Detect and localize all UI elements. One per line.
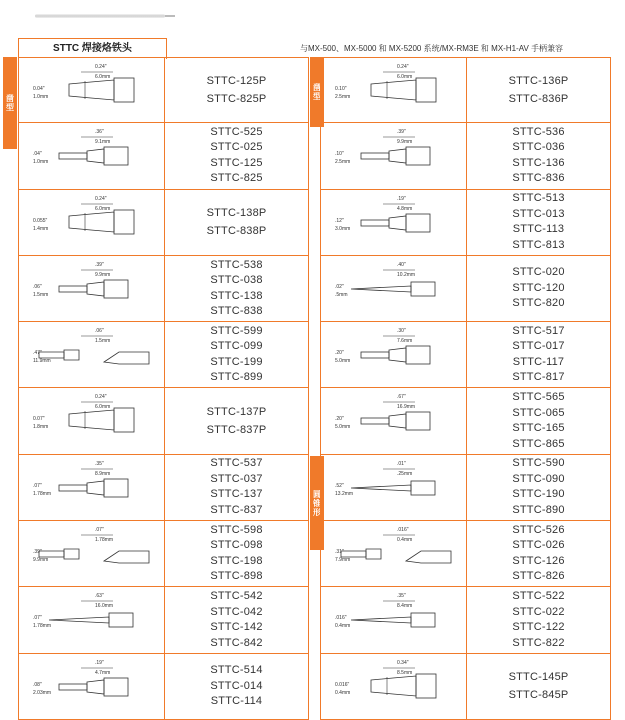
tip-drawing — [321, 388, 467, 453]
model-number: STTC-825P — [206, 93, 267, 106]
tip-drawing — [19, 190, 165, 255]
tip-drawing — [321, 190, 467, 255]
tip-length-mm: 4.8mm — [397, 205, 413, 212]
model-number: STTC-898 — [210, 570, 263, 583]
model-number: STTC-537 — [210, 457, 263, 470]
model-number: STTC-514 — [210, 664, 263, 677]
tip-width-inch: .04" — [33, 151, 42, 158]
category-tab-conical: 圆锥形 — [310, 456, 324, 550]
category-tab-chisel-left: 凿型 — [3, 57, 17, 149]
model-list — [467, 521, 610, 586]
model-list — [467, 455, 610, 520]
model-number: STTC-822 — [512, 636, 565, 649]
tip-drawing — [19, 256, 165, 321]
tip-row — [18, 57, 309, 123]
tip-length-inch: .67" — [397, 394, 406, 401]
tip-length-inch: 0.24" — [95, 64, 107, 70]
tip-width-inch: .02" — [335, 283, 344, 290]
model-number: STTC-165 — [512, 422, 565, 435]
tip-length-mm: 8.9mm — [95, 470, 111, 477]
tip-width-mm: 2.5mm — [335, 159, 351, 166]
tip-length-mm: 8.5mm — [397, 669, 413, 676]
tip-length-mm: 9.9mm — [95, 271, 111, 278]
model-number: STTC-013 — [512, 207, 565, 220]
tip-drawing — [19, 654, 165, 719]
model-list — [165, 123, 308, 188]
tip-length-inch: 0.24" — [397, 64, 409, 70]
model-number: STTC-536 — [512, 125, 565, 138]
tip-width-inch: .12" — [335, 217, 344, 224]
model-number: STTC-842 — [210, 636, 263, 649]
tip-width-mm: 2.5mm — [335, 94, 351, 100]
tip-length-mm: 6.0mm — [95, 205, 111, 212]
tip-width-mm: 1.78mm — [33, 490, 52, 497]
tip-drawing — [321, 654, 467, 719]
model-number: STTC-090 — [512, 472, 565, 485]
tip-row — [320, 57, 611, 123]
tip-length-mm: 9.1mm — [95, 139, 111, 146]
tip-width-mm: 13.2mm — [335, 490, 354, 497]
model-number: STTC-020 — [512, 266, 565, 279]
tip-width-mm: 1.0mm — [33, 159, 49, 166]
tip-width-inch: 0.016" — [335, 681, 350, 688]
tip-length-mm: 16.0mm — [95, 603, 114, 610]
model-list — [467, 388, 610, 453]
tip-length-mm: 6.0mm — [95, 404, 111, 411]
tip-length-inch: .35" — [95, 460, 104, 467]
tip-length-inch: .01" — [397, 460, 406, 467]
tip-length-inch: .07" — [95, 527, 104, 534]
model-number: STTC-038 — [210, 274, 263, 287]
tip-row — [320, 455, 611, 521]
model-number: STTC-137 — [210, 488, 263, 501]
tip-row — [18, 654, 309, 720]
tip-length-inch: .39" — [397, 129, 406, 136]
model-number: STTC-122 — [512, 621, 565, 634]
model-list — [467, 256, 610, 321]
model-number: STTC-565 — [512, 391, 565, 404]
tip-width-inch: .10" — [335, 151, 344, 158]
model-list — [165, 587, 308, 652]
compatibility-note: 与MX-500、MX-5000 和 MX-5200 系统/MX-RM3E 和 MX-H1-AV 手柄兼容 — [300, 44, 564, 53]
tip-drawing — [19, 322, 165, 387]
model-number: STTC-599 — [210, 324, 263, 337]
tip-length-mm: 8.4mm — [397, 603, 413, 610]
model-number: STTC-014 — [210, 679, 263, 692]
model-number: STTC-526 — [512, 523, 565, 536]
model-list — [165, 322, 308, 387]
model-number: STTC-525 — [210, 125, 263, 138]
tip-width-mm: 1.4mm — [33, 225, 49, 232]
model-list — [467, 123, 610, 188]
model-number: STTC-538 — [210, 258, 263, 271]
tip-width-inch: 0.07" — [33, 416, 45, 423]
tip-width-mm: .5mm — [335, 291, 348, 298]
model-number: STTC-590 — [512, 457, 565, 470]
model-number: STTC-026 — [512, 539, 565, 552]
model-number: STTC-022 — [512, 605, 565, 618]
model-number: STTC-065 — [512, 406, 565, 419]
tip-length-mm: 16.9mm — [397, 404, 416, 411]
tip-width-inch: .016" — [335, 615, 347, 622]
tip-row — [18, 455, 309, 521]
tip-row — [320, 587, 611, 653]
tip-width-mm: 2.03mm — [33, 689, 52, 696]
model-list — [467, 190, 610, 255]
tip-width-mm: 0.4mm — [335, 689, 351, 696]
model-number: STTC-890 — [512, 503, 565, 516]
tip-drawing — [19, 587, 165, 652]
tip-drawing — [321, 587, 467, 652]
tip-length-mm: .25mm — [397, 470, 413, 477]
model-number: STTC-836 — [512, 172, 565, 185]
model-list — [165, 521, 308, 586]
tip-drawing — [19, 388, 165, 453]
model-list — [165, 654, 308, 719]
model-number: STTC-865 — [512, 437, 565, 450]
model-list — [165, 388, 308, 453]
model-number: STTC-817 — [512, 371, 565, 384]
tip-row — [320, 256, 611, 322]
tip-length-inch: .39" — [95, 261, 104, 268]
tip-width-mm: 1.5mm — [33, 291, 49, 298]
tip-drawing — [321, 521, 467, 586]
tip-row — [320, 654, 611, 720]
tip-width-inch: .06" — [33, 283, 42, 290]
left-tip-table — [18, 57, 309, 720]
tip-drawing — [19, 521, 165, 586]
tip-row — [320, 521, 611, 587]
tip-width-mm: 0.4mm — [335, 623, 351, 630]
tip-length-inch: .19" — [95, 659, 104, 666]
tip-length-mm: 6.0mm — [95, 74, 111, 80]
model-number: STTC-138 — [210, 289, 263, 302]
tip-width-inch: .47" — [33, 350, 42, 357]
model-number: STTC-017 — [512, 340, 565, 353]
tip-width-mm: 7.9mm — [335, 557, 351, 564]
page-title: STTC 焊接烙铁头 — [18, 38, 167, 59]
tip-width-inch: .08" — [33, 681, 42, 688]
model-number: STTC-125P — [206, 75, 267, 88]
tip-drawing — [321, 58, 467, 122]
tip-length-inch: .36" — [95, 129, 104, 136]
model-number: STTC-820 — [512, 297, 565, 310]
tip-drawing — [19, 123, 165, 188]
tip-row — [18, 190, 309, 256]
tip-row — [18, 256, 309, 322]
tip-width-inch: .39" — [33, 549, 42, 556]
model-list — [467, 58, 610, 122]
model-number: STTC-025 — [210, 141, 263, 154]
tip-width-inch: .07" — [33, 482, 42, 489]
model-number: STTC-899 — [210, 371, 263, 384]
model-number: STTC-517 — [512, 324, 565, 337]
model-number: STTC-838 — [210, 305, 263, 318]
tip-width-mm: 9.9mm — [33, 557, 49, 564]
tip-length-mm: 4.7mm — [95, 669, 111, 676]
tip-width-inch: .31" — [335, 549, 344, 556]
tip-length-mm: 9.9mm — [397, 139, 413, 146]
tip-length-mm: 1.78mm — [95, 537, 114, 544]
model-number: STTC-136P — [508, 75, 569, 88]
model-number: STTC-037 — [210, 472, 263, 485]
model-number: STTC-190 — [512, 488, 565, 501]
tip-length-inch: .63" — [95, 593, 104, 600]
tip-drawing — [19, 58, 165, 122]
model-number: STTC-114 — [210, 695, 263, 708]
tip-length-inch: .35" — [397, 593, 406, 600]
tip-row — [320, 123, 611, 189]
tip-length-mm: 6.0mm — [397, 74, 413, 80]
model-number: STTC-137P — [206, 406, 267, 419]
tip-length-inch: .19" — [397, 195, 406, 202]
model-number: STTC-136 — [512, 156, 565, 169]
model-number: STTC-036 — [512, 141, 565, 154]
model-number: STTC-837P — [206, 424, 267, 437]
model-number: STTC-042 — [210, 605, 263, 618]
right-tip-table — [320, 57, 611, 720]
model-number: STTC-117 — [512, 355, 565, 368]
model-number: STTC-126 — [512, 554, 565, 567]
model-number: STTC-142 — [210, 621, 263, 634]
model-list — [467, 654, 610, 719]
model-number: STTC-845P — [508, 689, 569, 702]
model-list — [165, 190, 308, 255]
tip-length-inch: 0.34" — [397, 659, 409, 666]
tip-length-inch: .016" — [397, 527, 409, 534]
tip-width-mm: 1.8mm — [33, 424, 49, 431]
model-number: STTC-099 — [210, 340, 263, 353]
tip-drawing — [321, 322, 467, 387]
tip-length-mm: 0.4mm — [397, 537, 413, 544]
tip-width-inch: .07" — [33, 615, 42, 622]
tip-width-inch: .20" — [335, 416, 344, 423]
tip-drawing — [321, 123, 467, 188]
tip-width-inch: .20" — [335, 350, 344, 357]
model-number: STTC-826 — [512, 570, 565, 583]
tip-width-mm: 3.0mm — [335, 225, 351, 232]
model-list — [467, 587, 610, 652]
model-number: STTC-198 — [210, 554, 263, 567]
model-list — [165, 58, 308, 122]
model-number: STTC-199 — [210, 355, 263, 368]
model-list — [467, 322, 610, 387]
tip-drawing — [321, 455, 467, 520]
tip-row — [18, 587, 309, 653]
tip-width-inch: 0.04" — [33, 86, 45, 92]
tip-drawing — [19, 455, 165, 520]
model-number: STTC-098 — [210, 539, 263, 552]
tip-drawing — [321, 256, 467, 321]
tip-length-inch: 0.24" — [95, 394, 107, 401]
tip-width-mm: 5.0mm — [335, 358, 351, 365]
model-number: STTC-836P — [508, 93, 569, 106]
tip-row — [18, 388, 309, 454]
tip-width-inch: .52" — [335, 482, 344, 489]
soldering-tip-illustration — [35, 14, 165, 18]
model-list — [165, 256, 308, 321]
tip-width-mm: 1.78mm — [33, 623, 52, 630]
tip-row — [320, 190, 611, 256]
model-number: STTC-837 — [210, 503, 263, 516]
tip-length-mm: 10.2mm — [397, 271, 416, 278]
tip-width-mm: 11.9mm — [33, 358, 51, 365]
model-number: STTC-838P — [206, 225, 267, 238]
tip-row — [320, 388, 611, 454]
model-number: STTC-120 — [512, 281, 565, 294]
model-number: STTC-813 — [512, 238, 565, 251]
tip-length-inch: .30" — [397, 328, 406, 335]
tip-row — [320, 322, 611, 388]
model-number: STTC-522 — [512, 590, 565, 603]
tip-length-inch: 0.24" — [95, 195, 107, 202]
tip-length-mm: 7.6mm — [397, 338, 413, 345]
tip-width-mm: 5.0mm — [335, 424, 351, 431]
tip-row — [18, 322, 309, 388]
tip-width-inch: 0.10" — [335, 86, 347, 92]
model-number: STTC-145P — [508, 671, 569, 684]
model-number: STTC-542 — [210, 590, 263, 603]
model-number: STTC-825 — [210, 172, 263, 185]
tip-length-mm: 1.5mm — [95, 338, 111, 345]
tip-width-inch: 0.055" — [33, 217, 48, 224]
model-number: STTC-138P — [206, 207, 267, 220]
model-number: STTC-513 — [512, 192, 565, 205]
model-number: STTC-125 — [210, 156, 263, 169]
model-list — [165, 455, 308, 520]
tip-length-inch: .40" — [397, 261, 406, 268]
tip-row — [18, 123, 309, 189]
tip-row — [18, 521, 309, 587]
tip-length-inch: .06" — [95, 328, 104, 335]
model-number: STTC-598 — [210, 523, 263, 536]
category-tab-chisel-right: 凿型 — [310, 57, 324, 127]
tip-width-mm: 1.0mm — [33, 94, 49, 100]
model-number: STTC-113 — [512, 223, 565, 236]
